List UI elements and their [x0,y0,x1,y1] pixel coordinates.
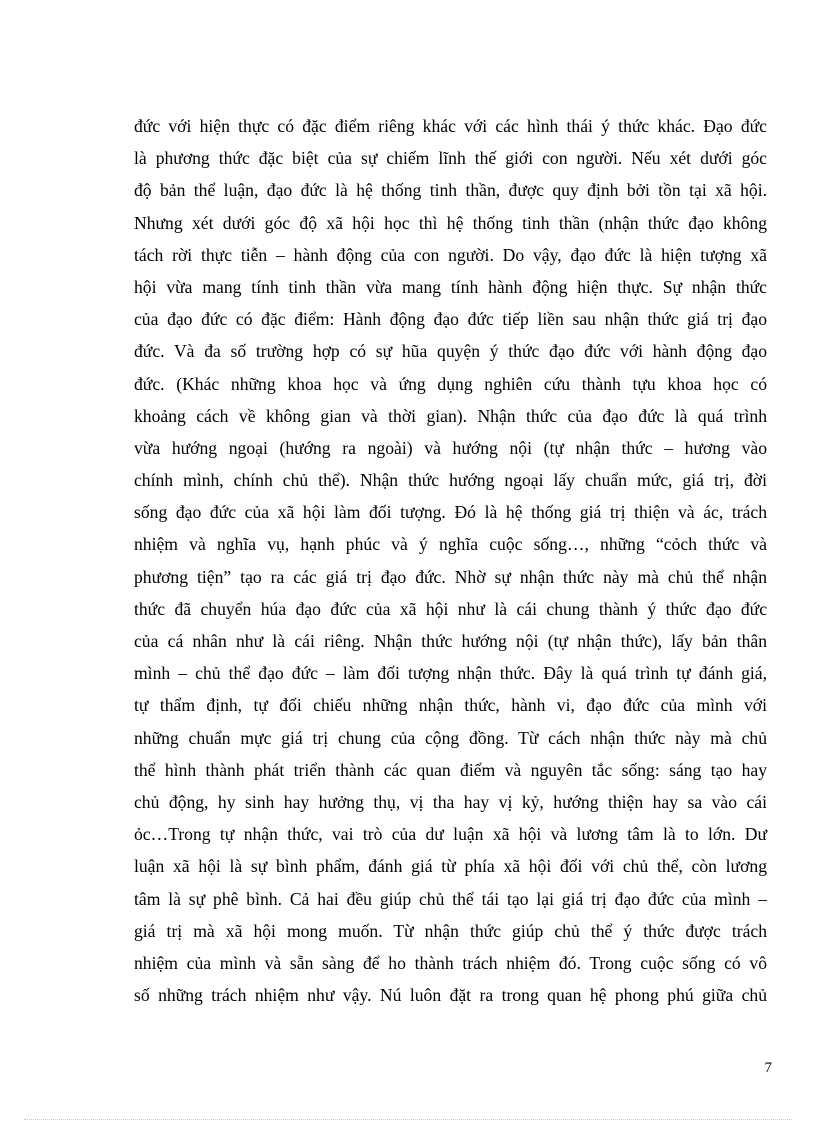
text-line: hội vừa mang tính tinh thần vừa mang tính hành động hiện thực. Sự nhận thức [134,276,767,297]
body-text [134,110,767,1011]
page-bottom-divider [24,1119,792,1120]
text-line: ỏc…Trong tự nhận thức, vai trò của dư luận xã hội và lương tâm là to lớn. Dư [134,824,767,845]
text-line: đức. (Khác những khoa học và ứng dụng nghiên cứu thành tựu khoa học có [134,373,767,394]
text-line: nhiệm của mình và sẵn sàng để ho thành trách nhiệm đó. Trong cuộc sống có vô [134,952,767,973]
text-line: phương tiện” tạo ra các giá trị đạo đức. Nhờ sự nhận thức này mà chủ thể nhận [134,566,767,587]
text-line: những chuẩn mực giá trị chung của cộng đồng. Từ cách nhận thức này mà chủ [134,727,767,748]
text-line: là phương thức đặc biệt của sự chiếm lĩnh thế giới con người. Nếu xét dưới góc [134,148,767,169]
text-line: thể hình thành phát triển thành các quan điểm và nguyên tắc sống: sáng tạo hay [134,759,767,780]
text-line: đức. Và đa số trường hợp có sự hũa quyện ý thức đạo đức với hành động đạo [134,341,767,362]
text-line: tách rời thực tiễn – hành động của con người. Do vậy, đạo đức là hiện tượng xã [134,244,767,265]
page-number: 7 [764,1060,772,1076]
text-line: số những trách nhiệm như vậy. Nú luôn đặt ra trong quan hệ phong phú giữa chủ [134,985,767,1006]
text-line: giá trị mà xã hội mong muốn. Từ nhận thức giúp chủ thể ý thức được trách [134,920,767,941]
text-line: độ bản thể luận, đạo đức là hệ thống tinh thần, được quy định bởi tồn tại xã hội. [134,180,767,201]
text-line: Nhưng xét dưới góc độ xã hội học thì hệ thống tinh thần (nhận thức đạo không [134,212,767,233]
text-line: thức đã chuyển húa đạo đức của xã hội như là cái chung thành ý thức đạo đức [134,598,767,619]
text-line: sống đạo đức của xã hội làm đối tượng. Đó là hệ thống giá trị thiện và ác, trách [134,502,767,523]
text-line: chính mình, chính chủ thể). Nhận thức hướng ngoại lấy chuẩn mức, giá trị, đời [134,470,767,491]
text-line: khoảng cách về không gian và thời gian). Nhận thức của đạo đức là quá trình [134,405,767,426]
text-line: của cá nhân như là cái riêng. Nhận thức hướng nội (tự nhận thức), lấy bản thân [134,631,767,651]
text-line: chủ động, hy sinh hay hưởng thụ, vị tha hay vị kỷ, hướng thiện hay sa vào cái [134,791,767,812]
text-line: đức với hiện thực có đặc điểm riêng khác với các hình thái ý thức khác. Đạo đức [134,116,767,136]
text-line: tâm là sự phê bình. Cả hai đều giúp chủ thể tái tạo lại giá trị đạo đức của mình – [134,888,767,909]
text-line: của đạo đức có đặc điểm: Hành động đạo đức tiếp liền sau nhận thức giá trị đạo [134,309,767,330]
text-line: mình – chủ thể đạo đức – làm đối tượng nhận thức. Đây là quá trình tự đánh giá, [134,663,767,684]
text-line: nhiệm và nghĩa vụ, hạnh phúc và ý nghĩa cuộc sống…, những “cỏch thức và [134,534,767,555]
text-line: vừa hướng ngoại (hướng ra ngoài) và hướng nội (tự nhận thức – hương vào [134,437,767,458]
text-line: tự thẩm định, tự đối chiếu những nhận thức, hành vi, đạo đức của mình với [134,695,767,716]
text-line: luận xã hội là sự bình phẩm, đánh giá từ phía xã hội đối với chủ thể, còn lương [134,856,767,877]
